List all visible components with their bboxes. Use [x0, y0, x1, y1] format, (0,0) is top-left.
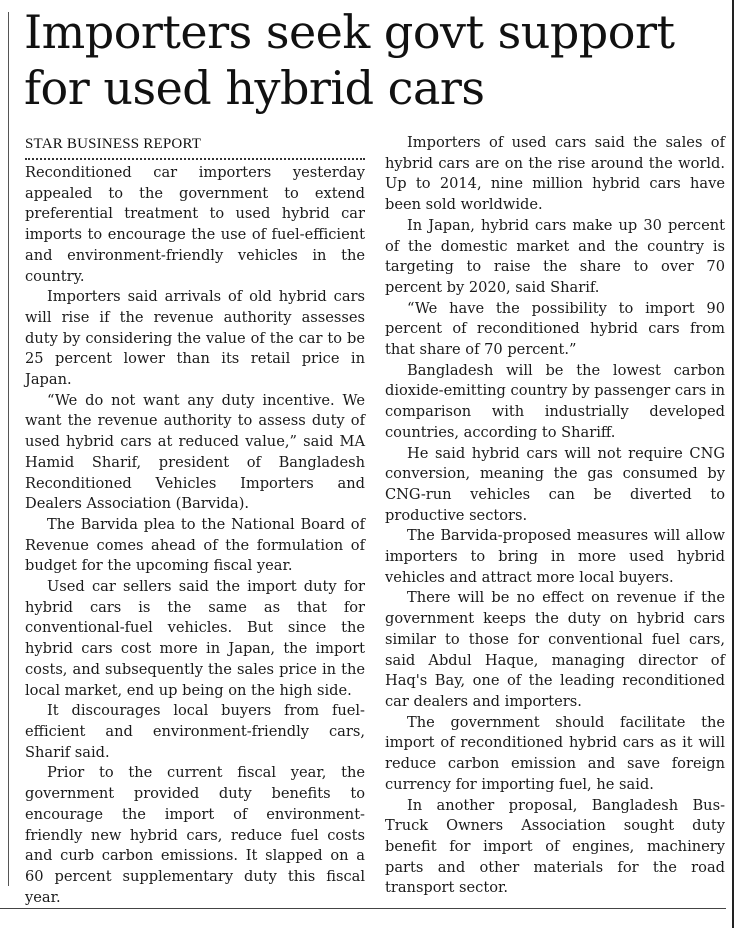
byline-divider [25, 158, 365, 160]
article-column-right [385, 133, 725, 899]
paragraph: In another proposal, Bangladesh Bus-Truck Owners Association sought duty benefit for import of engines, machinery parts and other materials for the road transport sector. [385, 796, 725, 897]
paragraph: Used car sellers said the import duty for hybrid cars is the same as that for conventional-fuel vehicles. But since the hybrid cars cost more in Japan, the import costs, and subsequently the sales price in the local market, end up being on the high side. [25, 578, 365, 699]
paragraph: Importers said arrivals of old hybrid cars will rise if the revenue authority assesses duty by considering the value of the car to be 25 percent lower than its retail price in Japan. [25, 288, 365, 389]
article-column-left [25, 133, 365, 908]
column-rule-left [8, 12, 9, 886]
paragraph: Bangladesh will be the lowest carbon dioxide-emitting country by passenger cars in comparison with industrially developed countries, according to Shariff. [385, 361, 725, 441]
headline [24, 4, 729, 116]
byline [25, 133, 365, 154]
paragraph: The Barvida-proposed measures will allow importers to bring in more used hybrid vehicles and attract more local buyers. [385, 527, 725, 586]
paragraph: He said hybrid cars will not require CNG conversion, meaning the gas consumed by CNG-run vehicles can be diverted to productive sectors. [385, 444, 725, 524]
paragraph: In Japan, hybrid cars make up 30 percent of the domestic market and the country is targeting to raise the share to over 70 percent by 2020, said Sharif. [385, 216, 725, 296]
paragraph: Importers of used cars said the sales of hybrid cars are on the rise around the world. Up to 2014, nine million hybrid cars have been sold worldwide. [385, 134, 725, 214]
paragraph: The government should facilitate the import of reconditioned hybrid cars as it will reduce carbon emission and save foreign currency for importing fuel, he said. [385, 713, 725, 793]
paragraph: The Barvida plea to the National Board of Revenue comes ahead of the formulation of budget for the upcoming fiscal year. [25, 515, 365, 575]
paragraph: Reconditioned car importers yesterday appealed to the government to extend preferential treatment to used hybrid car imports to encourage the use of fuel-efficient and environment-friendly vehicles in the country. [25, 164, 365, 285]
headline-line-1: Importers seek govt support [24, 5, 675, 59]
paragraph: “We do not want any duty incentive. We want the revenue authority to assess duty of used hybrid cars at reduced value,” said MA Hamid Sharif, president of Bangladesh Reconditioned Vehicles Importers and Dealers Association (Barvida). [25, 391, 365, 513]
paragraph: There will be no effect on revenue if the government keeps the duty on hybrid cars similar to those for conventional fuel cars, said Abdul Haque, managing director of Haq's Bay, one of the leading reconditioned car dealers and importers. [385, 589, 725, 710]
paragraph: Prior to the current fiscal year, the government provided duty benefits to encourage the import of environment-friendly new hybrid cars, reduce fuel costs and curb carbon emissions. It slapped on a 60 percent supplementary duty this fiscal year. [25, 764, 365, 906]
headline-line-2: for used hybrid cars [24, 61, 485, 115]
byline-text: STAR BUSINESS REPORT [25, 136, 202, 152]
page-edge-rule [732, 0, 734, 928]
paragraph: It discourages local buyers from fuel-efficient and environment-friendly cars, Sharif said. [25, 702, 365, 761]
paragraph: “We have the possibility to import 90 percent of reconditioned hybrid cars from that share of 70 percent.” [385, 299, 725, 359]
